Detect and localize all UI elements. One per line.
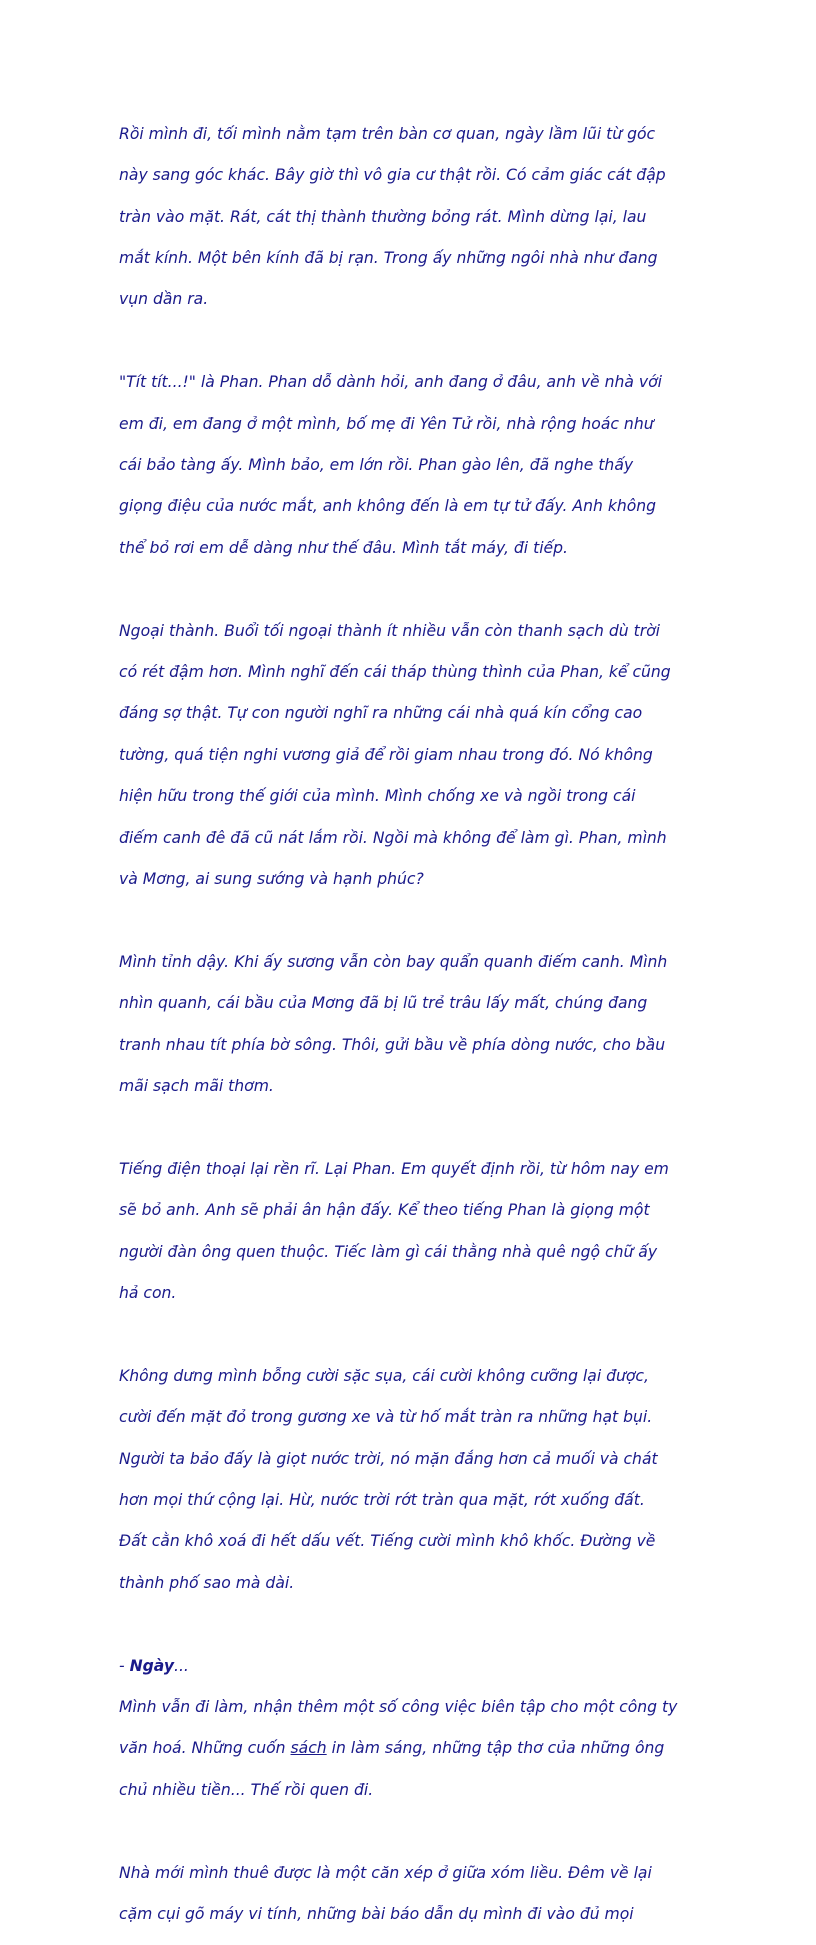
date-prefix: - (119, 1656, 130, 1675)
text-line (119, 1738, 699, 1759)
paragraph-6 (119, 1345, 699, 1614)
text-line: cái bảo tàng ấy. Mình bảo, em lớn rồi. Phan gào lên, đã nghe thấy (119, 455, 634, 474)
text-line: hơn mọi thứ cộng lại. Hừ, nước trời rớt tràn qua mặt, rớt xuống đất. (119, 1491, 645, 1510)
date-ellipsis: ... (174, 1656, 189, 1675)
text-line: Người ta bảo đấy là giọt nước trời, nó mặn đắng hơn cả muối và chát (119, 1449, 658, 1468)
paragraph-5 (119, 1138, 699, 1324)
text-line: nhìn quanh, cái bầu của Mơng đã bị lũ trẻ trâu lấy mất, chúng đang (119, 994, 648, 1013)
text-line: Mình vẫn đi làm, nhận thêm một số công việc biên tập cho một công ty (119, 1698, 678, 1717)
date-label: Ngày (129, 1656, 175, 1675)
paragraph-2 (119, 351, 699, 579)
text-line: "Tít tít...!" là Phan. Phan dỗ dành hỏi, anh đang ở đâu, anh về nhà với (119, 373, 662, 392)
text-line: Mình tỉnh dậy. Khi ấy sương vẫn còn bay quẩn quanh điếm canh. Mình (119, 952, 668, 971)
text-line: cặm cụi gõ máy vi tính, những bài báo dẫn dụ mình đi vào đủ mọi (119, 1905, 634, 1924)
text-line: mãi sạch mãi thơm. (119, 1077, 274, 1095)
text-line: tràn vào mặt. Rát, cát thị thành thường bỏng rát. Mình dừng lại, lau (119, 207, 647, 226)
paragraph-4 (119, 931, 699, 1117)
text-line: tranh nhau tít phía bờ sông. Thôi, gửi bầu về phía dòng nước, cho bầu (119, 1035, 666, 1054)
text-line: hiện hữu trong thế giới của mình. Mình chống xe và ngồi trong cái (119, 787, 636, 806)
paragraph-7 (119, 1635, 699, 1821)
paragraph-1 (119, 103, 699, 331)
text-line: em đi, em đang ở một mình, bố mẹ đi Yên Tử rồi, nhà rộng hoác như (119, 414, 654, 433)
date-heading (119, 1656, 699, 1677)
text-line: Tiếng điện thoại lại rền rĩ. Lại Phan. Em quyết định rồi, từ hôm nay em (119, 1159, 669, 1178)
text-line: cười đến mặt đỏ trong gương xe và từ hố mắt tràn ra những hạt bụi. (119, 1408, 653, 1427)
text-line: thể bỏ rơi em dễ dàng như thế đâu. Mình tắt máy, đi tiếp. (119, 538, 568, 557)
text-line: đáng sợ thật. Tự con người nghĩ ra những cái nhà quá kín cổng cao (119, 704, 643, 723)
text-line: Đất cằn khô xoá đi hết dấu vết. Tiếng cười mình khô khốc. Đường về (119, 1532, 656, 1551)
text-segment: in làm sáng, những tập thơ của những ông (326, 1739, 665, 1758)
text-line: Nhà mới mình thuê được là một căn xép ở giữa xóm liều. Đêm về lại (119, 1863, 652, 1882)
text-line: có rét đậm hơn. Mình nghĩ đến cái tháp thùng thình của Phan, kể cũng (119, 662, 671, 681)
text-line: mắt kính. Một bên kính đã bị rạn. Trong ấy những ngôi nhà như đang (119, 248, 658, 267)
document-body (119, 103, 699, 1945)
text-line: vụn dần ra. (119, 290, 209, 309)
text-line: sẽ bỏ anh. Anh sẽ phải ân hận đấy. Kể theo tiếng Phan là giọng một (119, 1201, 650, 1220)
text-line: người đàn ông quen thuộc. Tiếc làm gì cái thằng nhà quê ngộ chữ ấy (119, 1242, 658, 1261)
text-line: tường, quá tiện nghi vương giả để rồi giam nhau trong đó. Nó không (119, 745, 653, 764)
text-line: chủ nhiều tiền... Thế rồi quen đi. (119, 1780, 374, 1799)
book-link[interactable]: sách (290, 1739, 327, 1758)
text-line: Không dưng mình bỗng cười sặc sụa, cái cười không cưỡng lại được, (119, 1366, 649, 1385)
paragraph-3 (119, 600, 699, 911)
text-line: thành phố sao mà dài. (119, 1573, 295, 1592)
text-line: và Mơng, ai sung sướng và hạnh phúc? (119, 869, 424, 888)
text-line: giọng điệu của nước mắt, anh không đến là em tự tử đấy. Anh không (119, 497, 657, 516)
paragraph-8 (119, 1842, 699, 1945)
text-segment: văn hoá. Những cuốn (119, 1739, 291, 1758)
text-line: này sang góc khác. Bây giờ thì vô gia cư thật rồi. Có cảm giác cát đập (119, 166, 666, 185)
text-line: hả con. (119, 1284, 177, 1303)
text-line: Ngoại thành. Buổi tối ngoại thành ít nhiều vẫn còn thanh sạch dù trời (119, 621, 660, 640)
text-line: Rồi mình đi, tối mình nằm tạm trên bàn cơ quan, ngày lầm lũi từ góc (119, 124, 656, 143)
text-line: điếm canh đê đã cũ nát lắm rồi. Ngồi mà không để làm gì. Phan, mình (119, 828, 667, 847)
